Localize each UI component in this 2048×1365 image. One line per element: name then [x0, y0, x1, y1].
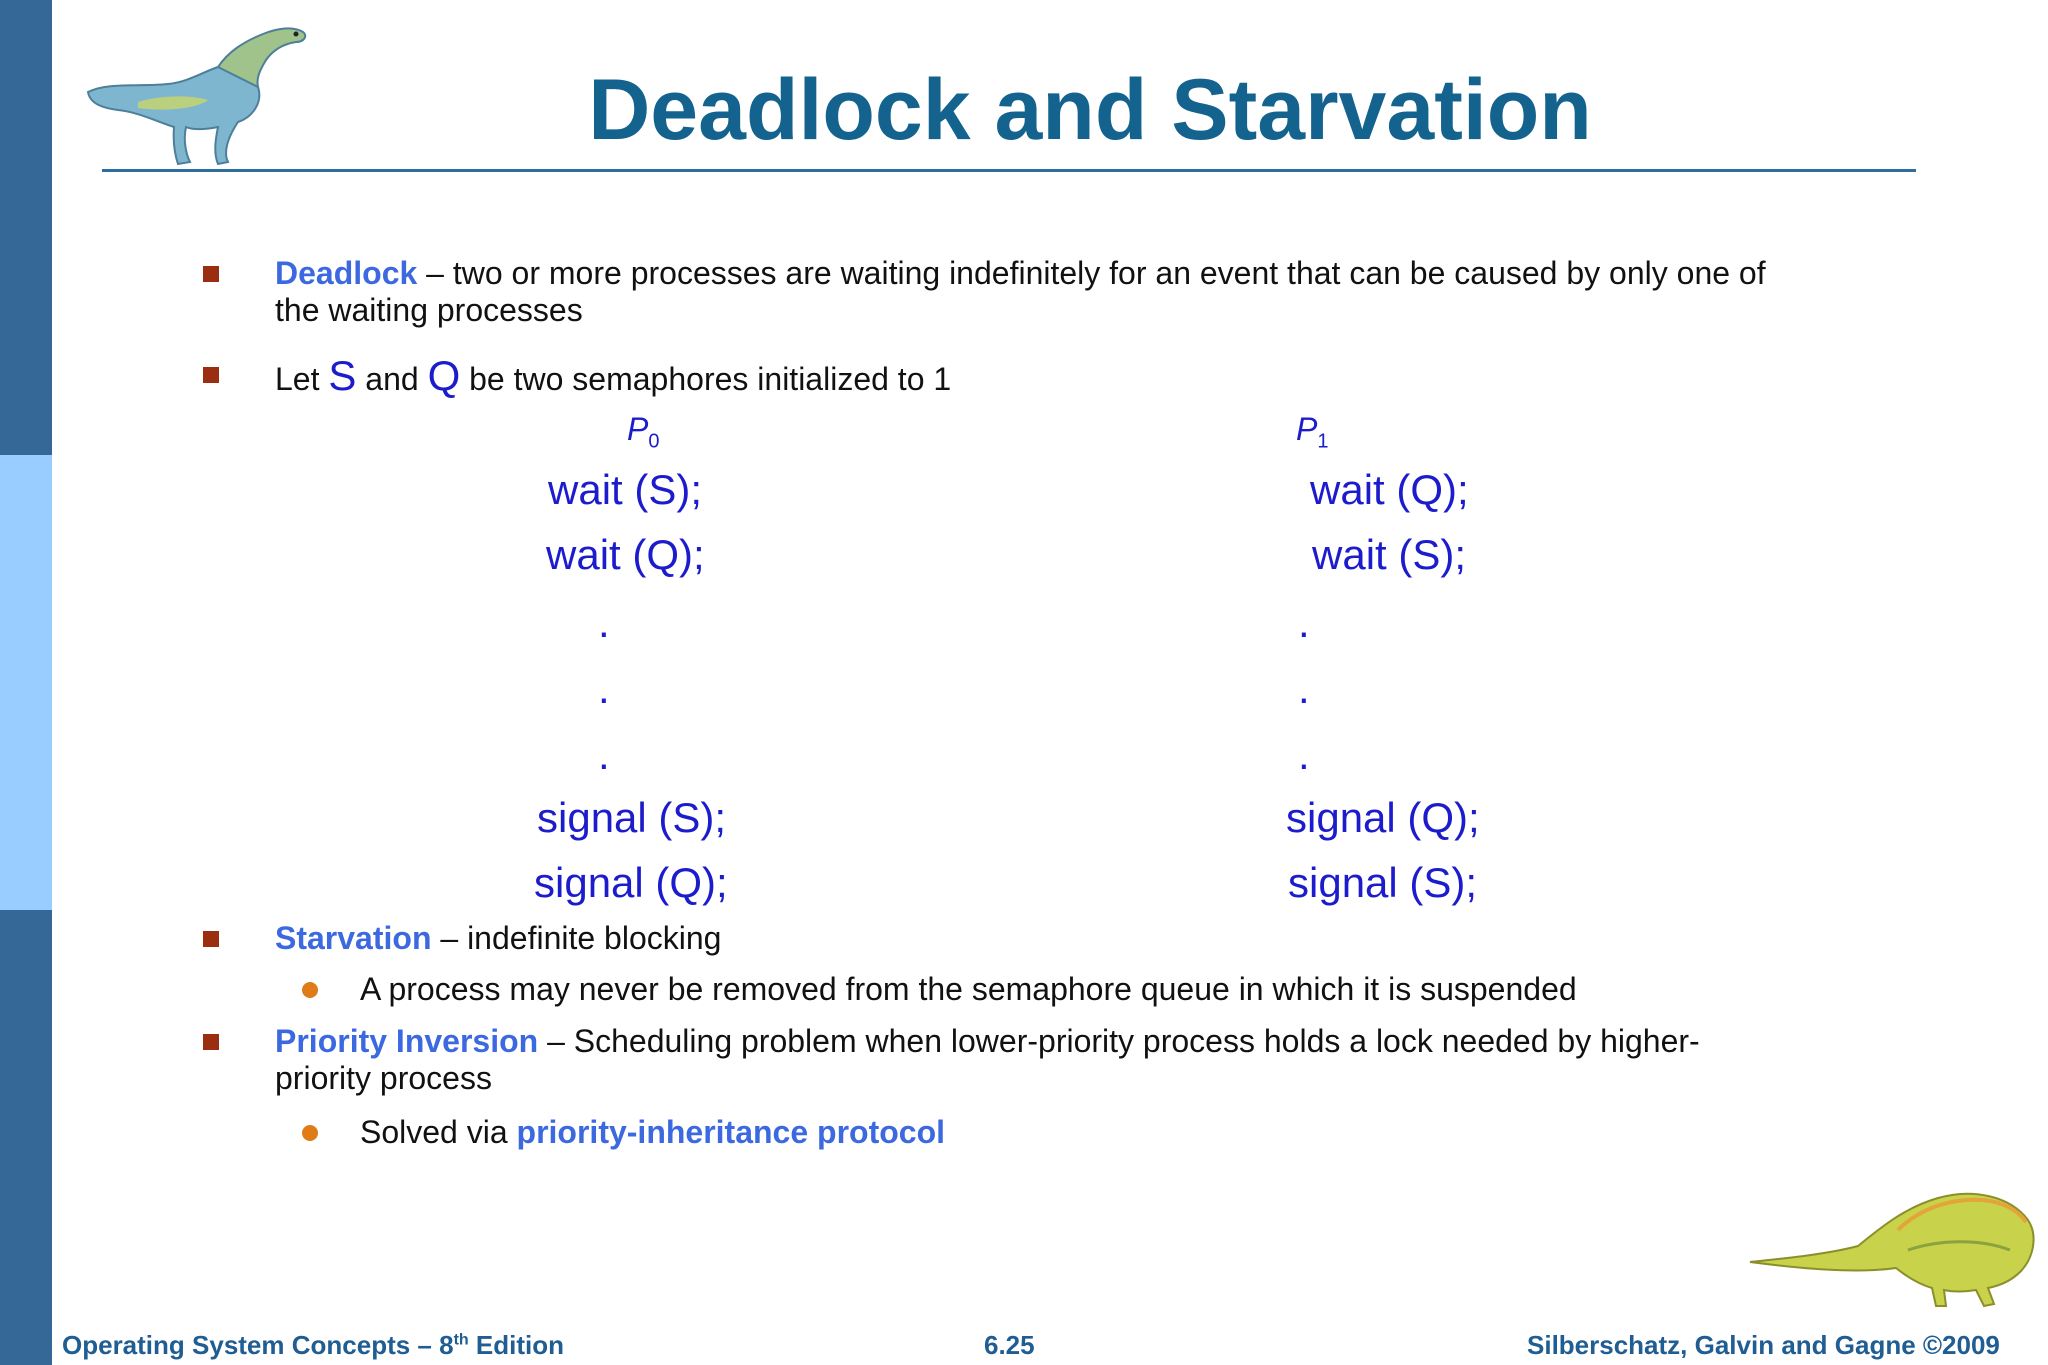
semaphore-bullet	[275, 352, 951, 403]
p0-line-7: signal (Q);	[534, 859, 728, 906]
p1-line-2: wait (S);	[1312, 531, 1467, 578]
semaphore-text-pre: Let	[275, 361, 329, 397]
bullet-square	[203, 931, 219, 947]
bullet-square	[203, 266, 219, 282]
process-p0-label	[627, 411, 659, 453]
p1-line-4: .	[1298, 665, 1310, 712]
deadlock-bullet	[275, 255, 1895, 329]
footer-book-title	[62, 1330, 564, 1361]
footer-authors: Silberschatz, Galvin and Gagne ©2009	[1527, 1330, 2000, 1360]
p1-line-7: signal (S);	[1288, 859, 1478, 906]
deadlock-definition-cont: the waiting processes	[275, 292, 583, 328]
slide-sidebar	[0, 0, 52, 1365]
footer-edition-text: Edition	[468, 1330, 564, 1360]
p1-line-1: wait (Q);	[1310, 466, 1469, 513]
sidebar-top-band	[0, 0, 52, 455]
semaphore-s: S	[328, 352, 357, 399]
bullet-dot	[302, 982, 318, 998]
process-p0-subscript: 0	[648, 430, 660, 453]
sidebar-bottom-band	[0, 910, 52, 1365]
priority-inversion-definition: – Scheduling problem when lower-priority process holds a lock needed by higher-	[538, 1023, 1700, 1059]
starvation-definition: – indefinite blocking	[431, 920, 722, 956]
semaphore-text-mid: and	[356, 361, 428, 397]
priority-sub-bullet	[360, 1114, 945, 1151]
p0-line-4: .	[598, 665, 610, 712]
p0-line-5: .	[598, 731, 610, 778]
process-p0-letter: P	[627, 411, 649, 447]
semaphore-text-post: be two semaphores initialized to 1	[460, 361, 952, 397]
bullet-square	[203, 1034, 219, 1050]
footer-page-number: 6.25	[984, 1330, 1035, 1360]
semaphore-q: Q	[427, 352, 461, 399]
starvation-bullet	[275, 920, 721, 957]
p0-line-1: wait (S);	[548, 466, 703, 513]
bullet-dot	[302, 1125, 318, 1141]
deadlock-definition: – two or more processes are waiting indefinitely for an event that can be caused by only one of	[417, 255, 1766, 291]
p1-line-5: .	[1298, 731, 1310, 778]
sidebar-middle-band	[0, 455, 52, 910]
slide-title: Deadlock and Starvation	[588, 62, 1592, 158]
process-p1-letter: P	[1296, 411, 1318, 447]
p0-line-3: .	[598, 599, 610, 646]
p0-line-2: wait (Q);	[546, 531, 705, 578]
p1-line-6: signal (Q);	[1286, 794, 1480, 841]
p1-line-3: .	[1298, 599, 1310, 646]
priority-inversion-definition-cont: priority process	[275, 1060, 492, 1096]
bullet-square	[203, 367, 219, 383]
priority-inversion-bullet	[275, 1023, 1895, 1097]
process-p1-label	[1296, 411, 1328, 453]
dinosaur-logo-top	[78, 12, 318, 170]
starvation-sub-bullet: A process may never be removed from the semaphore queue in which it is suspended	[360, 971, 1577, 1007]
priority-inheritance-term: priority-inheritance protocol	[516, 1114, 946, 1150]
footer-edition-sup: th	[453, 1331, 469, 1349]
priority-inversion-term: Priority Inversion	[275, 1023, 539, 1059]
footer-book-title-text: Operating System Concepts – 8	[62, 1330, 454, 1360]
title-divider	[102, 169, 1916, 172]
process-p1-subscript: 1	[1317, 430, 1329, 453]
priority-sub-pre: Solved via	[360, 1114, 517, 1150]
dinosaur-logo-bottom	[1748, 1180, 2040, 1310]
p0-line-6: signal (S);	[537, 794, 727, 841]
starvation-term: Starvation	[275, 920, 432, 956]
deadlock-term: Deadlock	[275, 255, 418, 291]
